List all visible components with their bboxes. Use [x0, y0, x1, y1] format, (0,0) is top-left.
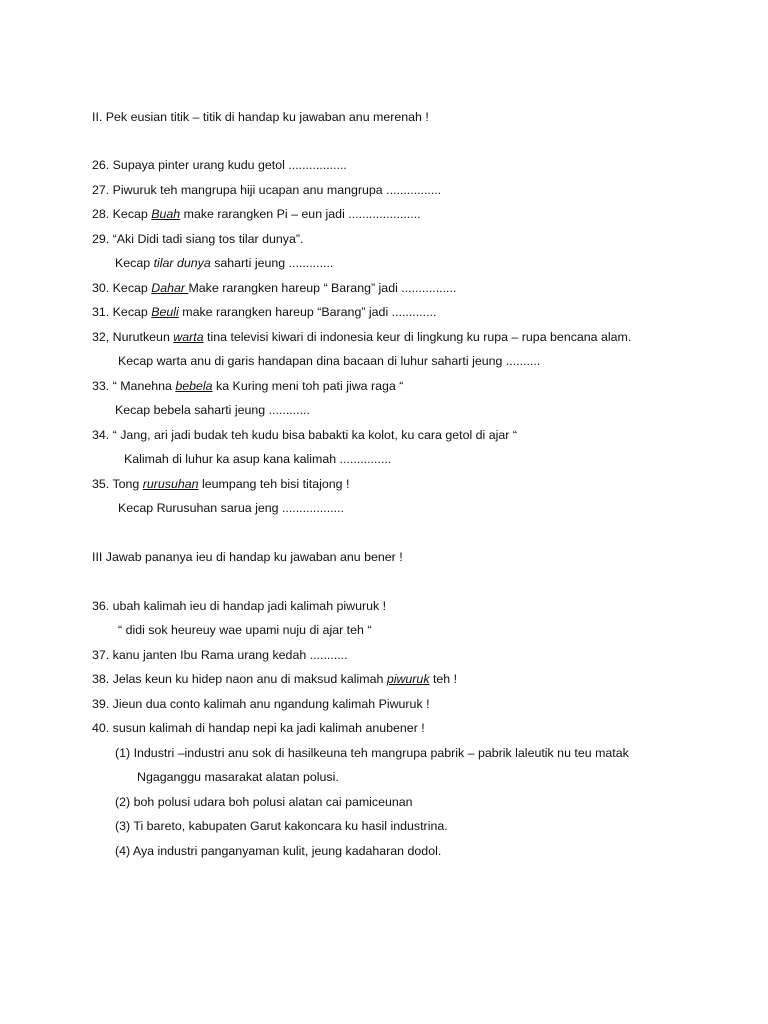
question-29-italic-phrase: tilar dunya [153, 256, 211, 270]
question-29: 29. “Aki Didi tadi siang tos tilar dunya”. [92, 232, 304, 246]
question-33-underlined-word: bebela [175, 379, 213, 393]
question-35-underlined-word: rurusuhan [142, 477, 199, 491]
question-31-text-a: 31. Kecap [92, 305, 152, 319]
question-29-sub-text-b: saharti jeung ............. [210, 256, 334, 270]
question-35-sub: Kecap Rurusuhan sarua jeng .................. [118, 501, 344, 515]
question-35-text-b: leumpang teh bisi titajong ! [198, 477, 350, 491]
question-31 [92, 304, 436, 320]
section-3-heading: III Jawab pananya ieu di handap ku jawaban anu bener ! [92, 550, 403, 564]
question-34: 34. “ Jang, ari jadi budak teh kudu bisa babakti ka kolot, ku cara getol di ajar “ [92, 428, 517, 442]
question-39: 39. Jieun dua conto kalimah anu ngandung kalimah Piwuruk ! [92, 697, 430, 711]
question-30 [92, 280, 456, 296]
question-33-sub: Kecap bebela saharti jeung ............ [115, 403, 310, 417]
question-38-text-b: teh ! [429, 672, 458, 686]
section-2-heading: II. Pek eusian titik – titik di handap ku jawaban anu merenah ! [92, 110, 429, 124]
question-33-text-a: 33. “ Manehna [92, 379, 176, 393]
question-33 [92, 378, 403, 394]
question-38-text-a: 38. Jelas keun ku hidep naon anu di maksud kalimah [92, 672, 387, 686]
question-36: 36. ubah kalimah ieu di handap jadi kalimah piwuruk ! [92, 599, 387, 613]
question-28-text-a: 28. Kecap [92, 207, 152, 221]
question-30-underlined-word: Dahar [151, 281, 189, 295]
question-32 [92, 329, 631, 345]
question-36-sub: “ didi sok heureuy wae upami nuju di ajar teh “ [118, 623, 372, 637]
question-37: 37. kanu janten Ibu Rama urang kedah ........... [92, 648, 348, 662]
question-40-item-1-continued: Ngaganggu masarakat alatan polusi. [137, 770, 339, 784]
question-26: 26. Supaya pinter urang kudu getol ................. [92, 158, 347, 172]
question-28-underlined-word: Buah [151, 207, 181, 221]
question-29-sub-text-a: Kecap [115, 256, 154, 270]
question-32-text-b: tina televisi kiwari di indonesia keur di lingkung ku rupa – rupa bencana alam. [203, 330, 632, 344]
question-30-text-b: Make rarangken hareup “ Barang” jadi ................ [188, 281, 457, 295]
question-40-item-1: (1) Industri –industri anu sok di hasilkeuna teh mangrupa pabrik – pabrik laleutik nu teu matak [115, 746, 629, 760]
question-29-sub [115, 255, 333, 271]
question-34-sub: Kalimah di luhur ka asup kana kalimah ............... [124, 452, 392, 466]
question-32-text-a: 32, Nurutkeun [92, 330, 174, 344]
question-31-underlined-word: Beuli [151, 305, 179, 319]
question-32-underlined-word: warta [173, 330, 204, 344]
question-38-underlined-word: piwuruk [386, 672, 430, 686]
question-28 [92, 206, 421, 222]
question-27: 27. Piwuruk teh mangrupa hiji ucapan anu mangrupa ................ [92, 183, 442, 197]
question-28-text-b: make rarangken Pi – eun jadi ..................... [180, 207, 421, 221]
question-40-item-2: (2) boh polusi udara boh polusi alatan cai pamiceunan [115, 795, 413, 809]
question-40-item-3: (3) Ti bareto, kabupaten Garut kakoncara ku hasil industrina. [115, 819, 448, 833]
question-30-text-a: 30. Kecap [92, 281, 152, 295]
question-33-text-b: ka Kuring meni toh pati jiwa raga “ [212, 379, 404, 393]
question-40: 40. susun kalimah di handap nepi ka jadi kalimah anubener ! [92, 721, 425, 735]
question-38 [92, 671, 457, 687]
question-35-text-a: 35. Tong [92, 477, 143, 491]
question-40-item-4: (4) Aya industri panganyaman kulit, jeung kadaharan dodol. [115, 844, 442, 858]
question-32-sub: Kecap warta anu di garis handapan dina bacaan di luhur saharti jeung .......... [118, 354, 541, 368]
question-35 [92, 476, 349, 492]
question-31-text-b: make rarangken hareup “Barang” jadi ............. [178, 305, 437, 319]
